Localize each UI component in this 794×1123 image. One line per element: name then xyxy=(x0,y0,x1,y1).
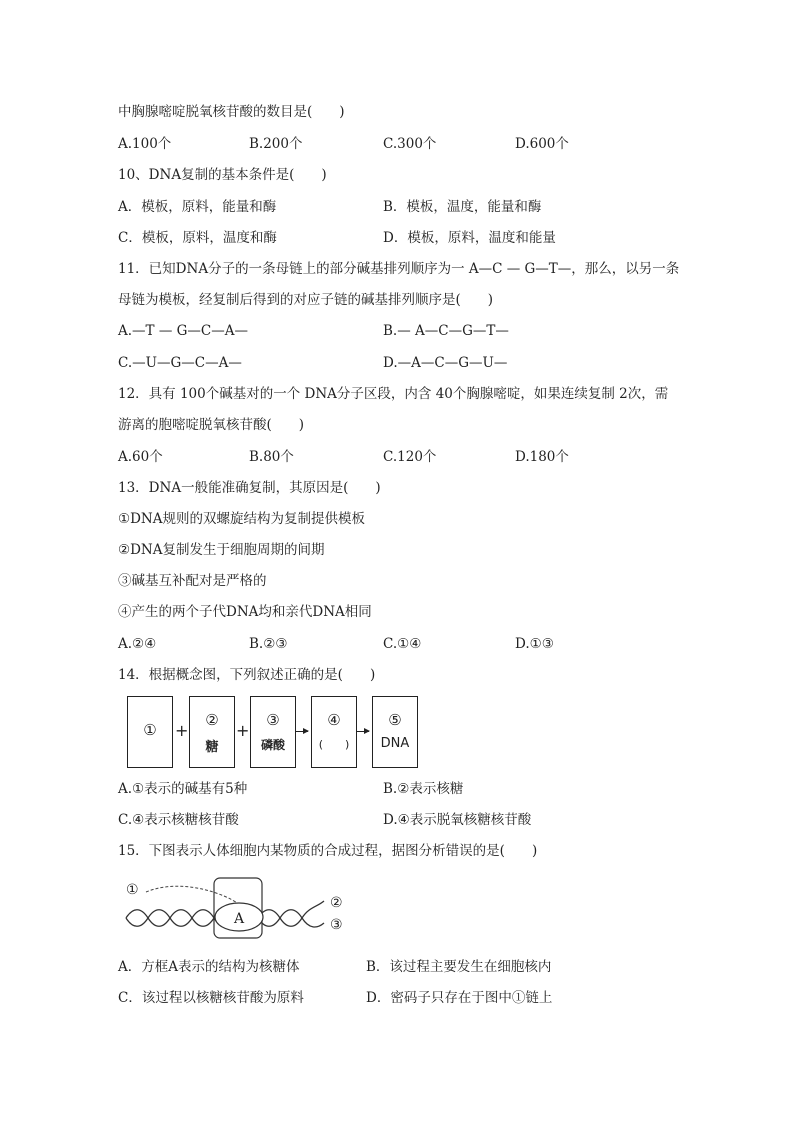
q11-stem-line2: 母链为模板，经复制后得到的对应子链的碱基排列顺序是( ) xyxy=(118,292,494,308)
q15-option-c[interactable]: C．该过程以核糖核苷酸为原料 xyxy=(118,990,304,1006)
q14-option-c[interactable]: C.④表示核糖核苷酸 xyxy=(118,812,239,828)
q15-option-d[interactable]: D．密码子只存在于图中①链上 xyxy=(366,990,553,1006)
q9-option-d[interactable]: D.600个 xyxy=(515,136,569,152)
q11-stem-line1: 11．已知DNA分子的一条母链上的部分碱基排列顺序为一 A—C — G—T—，那么，以另一条 xyxy=(118,261,680,277)
translation-figure xyxy=(120,872,360,944)
q10-option-a[interactable]: A．模板，原料，能量和酶 xyxy=(118,199,277,215)
q11-option-d[interactable]: D.—A—C—G—U— xyxy=(383,355,508,371)
q9-option-a[interactable]: A.100个 xyxy=(118,136,172,152)
q13-item-3: ③碱基互补配对是严格的 xyxy=(118,573,267,589)
q15-option-b[interactable]: B．该过程主要发生在细胞核内 xyxy=(366,959,552,975)
q14-option-d[interactable]: D.④表示脱氧核糖核苷酸 xyxy=(383,812,532,828)
q12-option-d[interactable]: D.180个 xyxy=(515,449,569,465)
concept-box-1 xyxy=(127,696,173,768)
q12-option-c[interactable]: C.120个 xyxy=(383,449,437,465)
q11-option-b[interactable]: B.— A—C—G—T— xyxy=(383,323,509,339)
q12-stem-line1: 12．具有 100个碱基对的一个 DNA分子区段，内含 40个胸腺嘧啶，如果连续复制 2次，需 xyxy=(118,386,669,402)
q13-item-4: ④产生的两个子代DNA均和亲代DNA相同 xyxy=(118,604,372,620)
q10-option-b[interactable]: B．模板，温度，能量和酶 xyxy=(383,199,542,215)
q9-option-b[interactable]: B.200个 xyxy=(249,136,303,152)
concept-box-5-num: ⑤ xyxy=(388,711,402,729)
q13-option-b[interactable]: B.②③ xyxy=(249,636,288,652)
concept-box-3-text: 磷酸 xyxy=(260,738,285,752)
q12-option-b[interactable]: B.80个 xyxy=(249,449,294,465)
q10-option-d[interactable]: D．模板，原料，温度和能量 xyxy=(383,230,556,246)
q9-option-c[interactable]: C.300个 xyxy=(383,136,437,152)
q15-option-a[interactable]: A．方框A表示的结构为核糖体 xyxy=(118,959,300,975)
arrow-2 xyxy=(357,731,369,732)
concept-box-5-text: DNA xyxy=(380,736,410,751)
q13-option-d[interactable]: D.①③ xyxy=(515,636,554,652)
q11-option-c[interactable]: C.—U—G—C—A— xyxy=(118,355,242,371)
q12-option-a[interactable]: A.60个 xyxy=(118,449,163,465)
q13-option-a[interactable]: A.②④ xyxy=(118,636,157,652)
concept-box-1-num: ① xyxy=(143,721,157,739)
arrow-1 xyxy=(296,731,308,732)
concept-box-2 xyxy=(189,696,235,768)
q10-option-c[interactable]: C．模板，原料，温度和酶 xyxy=(118,230,277,246)
concept-box-4 xyxy=(311,696,357,768)
concept-box-2-num: ② xyxy=(205,711,219,729)
concept-box-3 xyxy=(250,696,296,768)
concept-box-5 xyxy=(372,696,418,768)
q14-option-b[interactable]: B.②表示核糖 xyxy=(383,781,464,797)
label-1: ① xyxy=(126,882,139,898)
q10-stem: 10、DNA复制的基本条件是( ) xyxy=(118,167,327,183)
label-2: ② xyxy=(330,895,343,911)
q14-stem: 14．根据概念图，下列叙述正确的是( ) xyxy=(118,667,376,683)
label-3: ③ xyxy=(330,917,343,933)
q13-stem: 13．DNA一般能准确复制，其原因是( ) xyxy=(118,480,381,496)
plus-sign-1: + xyxy=(175,721,189,740)
plus-sign-2: + xyxy=(236,721,250,740)
q9-stem-continuation: 中胸腺嘧啶脱氧核苷酸的数目是( ) xyxy=(118,104,345,120)
label-a: A xyxy=(233,911,245,927)
q12-stem-line2: 游离的胞嘧啶脱氧核苷酸( ) xyxy=(118,417,305,433)
q13-item-1: ①DNA规则的双螺旋结构为复制提供模板 xyxy=(118,511,365,527)
q11-option-a[interactable]: A.—T — G—C—A— xyxy=(118,323,248,339)
concept-box-4-text: ( ) xyxy=(318,738,350,751)
q13-item-2: ②DNA复制发生于细胞周期的间期 xyxy=(118,542,325,558)
concept-box-4-num: ④ xyxy=(327,711,341,729)
concept-box-3-num: ③ xyxy=(266,711,280,729)
q13-option-c[interactable]: C.①④ xyxy=(383,636,422,652)
q15-stem: 15．下图表示人体细胞内某物质的合成过程，据图分析错误的是( ) xyxy=(118,843,538,859)
concept-box-2-text: 糖 xyxy=(205,740,219,755)
q14-option-a[interactable]: A.①表示的碱基有5种 xyxy=(118,781,248,797)
